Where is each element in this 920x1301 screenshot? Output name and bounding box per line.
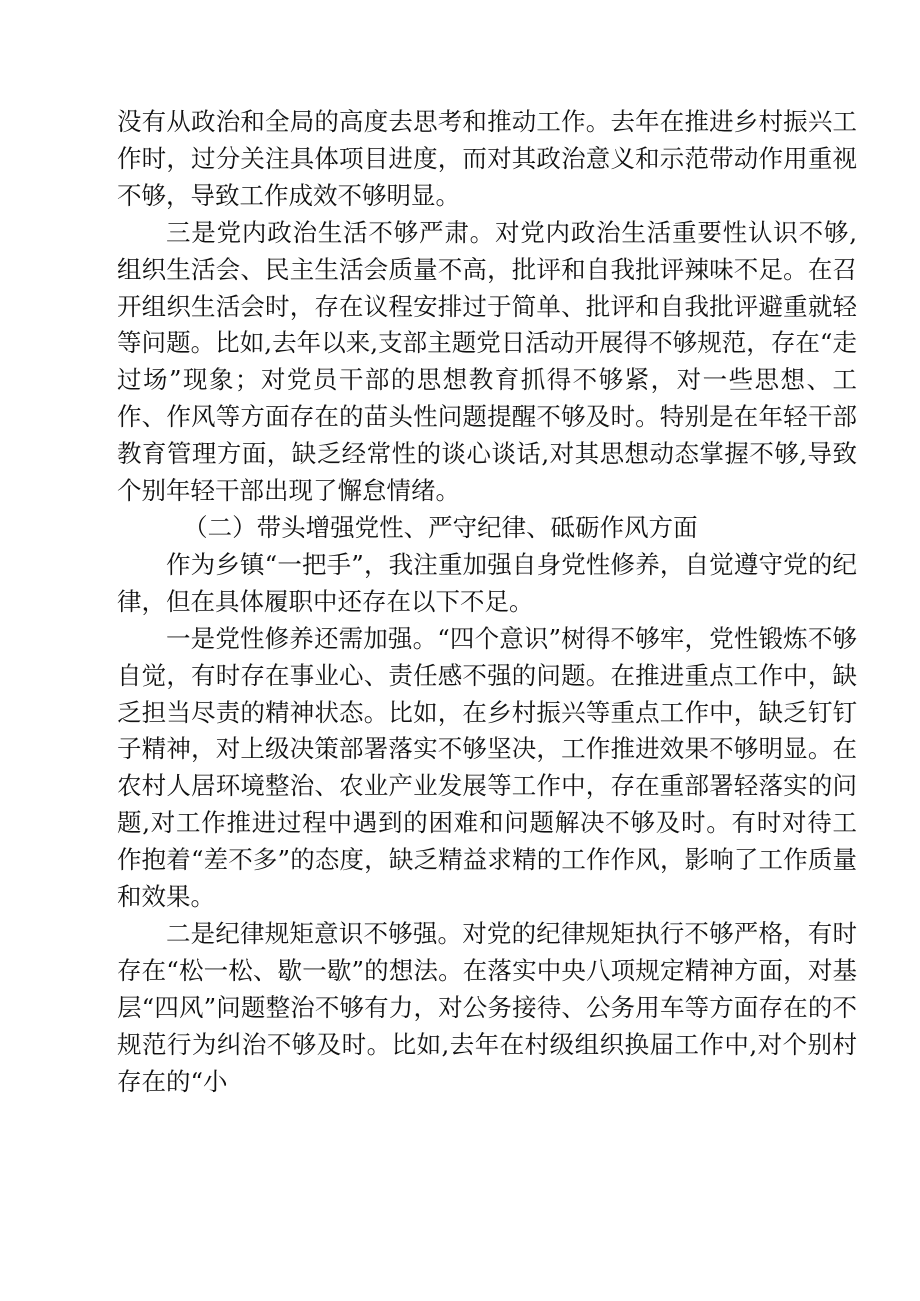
paragraph-continuation: 没有从政治和全局的高度去思考和推动工作。去年在推进乡村振兴工作时，过分关注具体项目进度，而对其政治意义和示范带动作用重视不够，导致工作成效不够明显。 [117, 107, 857, 210]
section-heading: （二）带头增强党性、严守纪律、砥砺作风方面 [183, 512, 698, 542]
paragraph-intro: 作为乡镇“一把手”，我注重加强自身党性修养，自觉遵守党的纪律，但在具体履职中还存在以下不足。 [117, 549, 857, 616]
paragraph-discipline: 二是纪律规矩意识不够强。对党的纪律规矩执行不够严格，有时存在“松一松、歇一歇”的想法。在落实中央八项规定精神方面，对基层“四风”问题整治不够有力，对公务接待、公务用车等方面存在的不规范行为纠治不够及时。比如,去年在村级组织换届工作中,对个别村存在的“小 [117, 918, 857, 1096]
paragraph-party-spirit: 一是党性修养还需加强。“四个意识”树得不够牢，党性锻炼不够自觉，有时存在事业心、责任感不强的问题。在推进重点工作中，缺乏担当尽责的精神状态。比如，在乡村振兴等重点工作中，缺乏钉钉子精神，对上级决策部署落实不够坚决，工作推进效果不够明显。在农村人居环境整治、农业产业发展等工作中，存在重部署轻落实的问题,对工作推进过程中遇到的困难和问题解决不够及时。有时对待工作抱着“差不多”的态度，缺乏精益求精的工作作风，影响了工作质量和效果。 [117, 623, 857, 912]
document-body [117, 104, 857, 1100]
paragraph-party-life: 三是党内政治生活不够严肃。对党内政治生活重要性认识不够,组织生活会、民主生活会质量不高，批评和自我批评辣味不足。在召开组织生活会时，存在议程安排过于简单、批评和自我批评避重就轻等问题。比如,去年以来,支部主题党日活动开展得不够规范，存在“走过场”现象；对党员干部的思想教育抓得不够紧，对一些思想、工作、作风等方面存在的苗头性问题提醒不够及时。特别是在年轻干部教育管理方面，缺乏经常性的谈心谈话,对其思想动态掌握不够,导致个别年轻干部出现了懈怠情绪。 [117, 217, 857, 506]
